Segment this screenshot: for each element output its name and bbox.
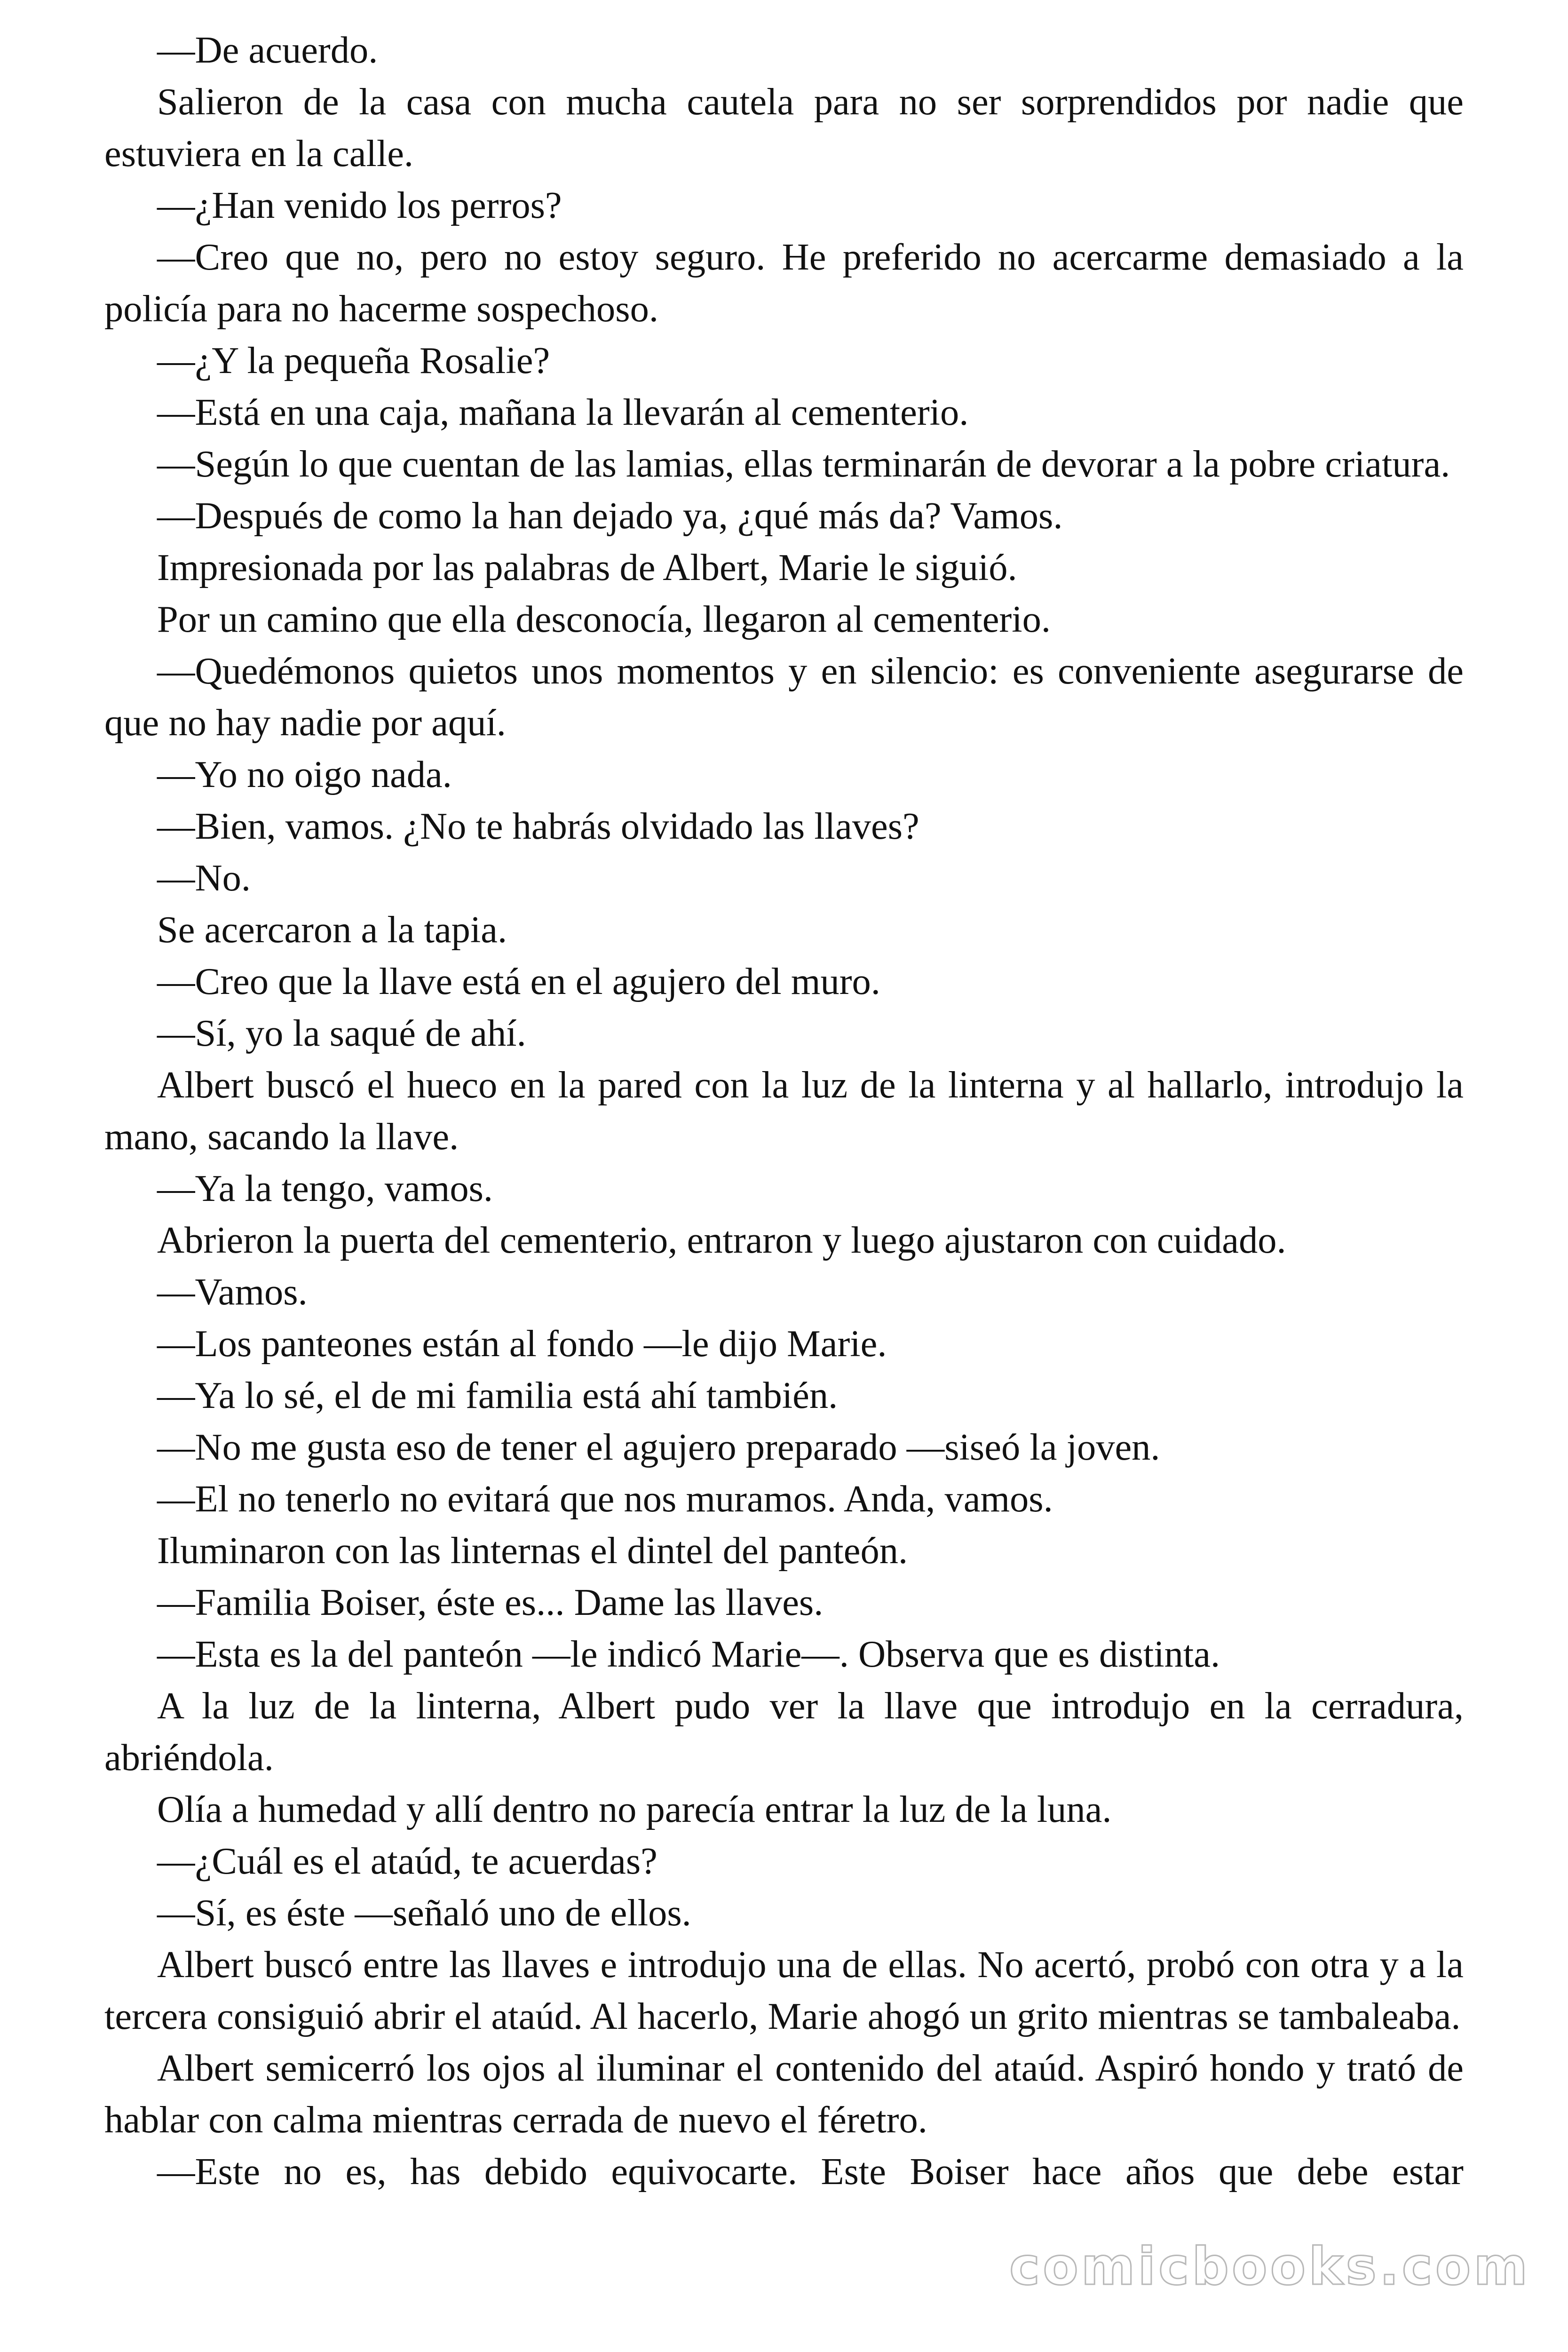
book-page-text	[104, 24, 1464, 2198]
paragraph: —¿Y la pequeña Rosalie?	[157, 340, 550, 381]
paragraph: Abrieron la puerta del cementerio, entraron y luego ajustaron con cuidado.	[157, 1219, 1286, 1261]
paragraph: —Yo no oigo nada.	[157, 754, 452, 795]
paragraph: —Este no es, has debido equivocarte. Este Boiser hace años que debe estar	[157, 2151, 1464, 2193]
paragraph: —Los panteones están al fondo —le dijo Marie.	[157, 1323, 887, 1365]
paragraph: Impresionada por las palabras de Albert, Marie le siguió.	[157, 547, 1017, 588]
paragraph: —Después de como la han dejado ya, ¿qué más da? Vamos.	[157, 495, 1063, 537]
paragraph: Salieron de la casa con mucha cautela para no ser sorprendidos por nadie que estuviera en la calle.	[104, 81, 1464, 175]
paragraph: —Está en una caja, mañana la llevarán al cementerio.	[157, 391, 969, 433]
paragraph: —Creo que no, pero no estoy seguro. He preferido no acercarme demasiado a la policía para no hacerme sospechoso.	[104, 236, 1464, 330]
paragraph: —Vamos.	[157, 1271, 308, 1313]
paragraph: —¿Cuál es el ataúd, te acuerdas?	[157, 1840, 657, 1882]
paragraph: —Sí, es éste —señaló uno de ellos.	[157, 1892, 691, 1934]
paragraph: —El no tenerlo no evitará que nos muramos. Anda, vamos.	[157, 1478, 1053, 1520]
paragraph: —Ya la tengo, vamos.	[157, 1168, 493, 1209]
paragraph: Olía a humedad y allí dentro no parecía entrar la luz de la luna.	[157, 1788, 1112, 1830]
paragraph: Por un camino que ella desconocía, llegaron al cementerio.	[157, 598, 1051, 640]
paragraph: Albert semicerró los ojos al iluminar el contenido del ataúd. Aspiró hondo y trató de hablar con calma mientras cerrada de nuevo el féretro.	[104, 2047, 1464, 2141]
paragraph: —Familia Boiser, éste es... Dame las llaves.	[157, 1581, 824, 1623]
paragraph: —Quedémonos quietos unos momentos y en silencio: es conveniente asegurarse de que no hay nadie por aquí.	[104, 650, 1464, 744]
paragraph: —Sí, yo la saqué de ahí.	[157, 1012, 526, 1054]
paragraph: —No me gusta eso de tener el agujero preparado —siseó la joven.	[157, 1426, 1160, 1468]
watermark: comicbooks.com	[1009, 2236, 1530, 2296]
paragraph: —De acuerdo.	[157, 29, 378, 71]
paragraph: Se acercaron a la tapia.	[157, 909, 507, 951]
paragraph: Albert buscó entre las llaves e introdujo una de ellas. No acertó, probó con otra y a la tercera consiguió abrir el ataúd. Al hacerlo, Marie ahogó un grito mientras se tambaleaba.	[104, 1944, 1464, 2037]
paragraph: Albert buscó el hueco en la pared con la luz de la linterna y al hallarlo, introdujo la mano, sacando la llave.	[104, 1064, 1464, 1158]
paragraph: —Esta es la del panteón —le indicó Marie—. Observa que es distinta.	[157, 1633, 1220, 1675]
paragraph: —¿Han venido los perros?	[157, 184, 562, 226]
paragraph: Iluminaron con las linternas el dintel del panteón.	[157, 1530, 908, 1572]
paragraph: A la luz de la linterna, Albert pudo ver la llave que introdujo en la cerradura, abriéndola.	[104, 1685, 1464, 1779]
paragraph: —Bien, vamos. ¿No te habrás olvidado las llaves?	[157, 805, 919, 847]
paragraph: —Creo que la llave está en el agujero del muro.	[157, 961, 880, 1002]
paragraph: —Según lo que cuentan de las lamias, ellas terminarán de devorar a la pobre criatura.	[157, 443, 1450, 485]
paragraph: —Ya lo sé, el de mi familia está ahí también.	[157, 1375, 838, 1416]
paragraph: —No.	[157, 857, 251, 899]
